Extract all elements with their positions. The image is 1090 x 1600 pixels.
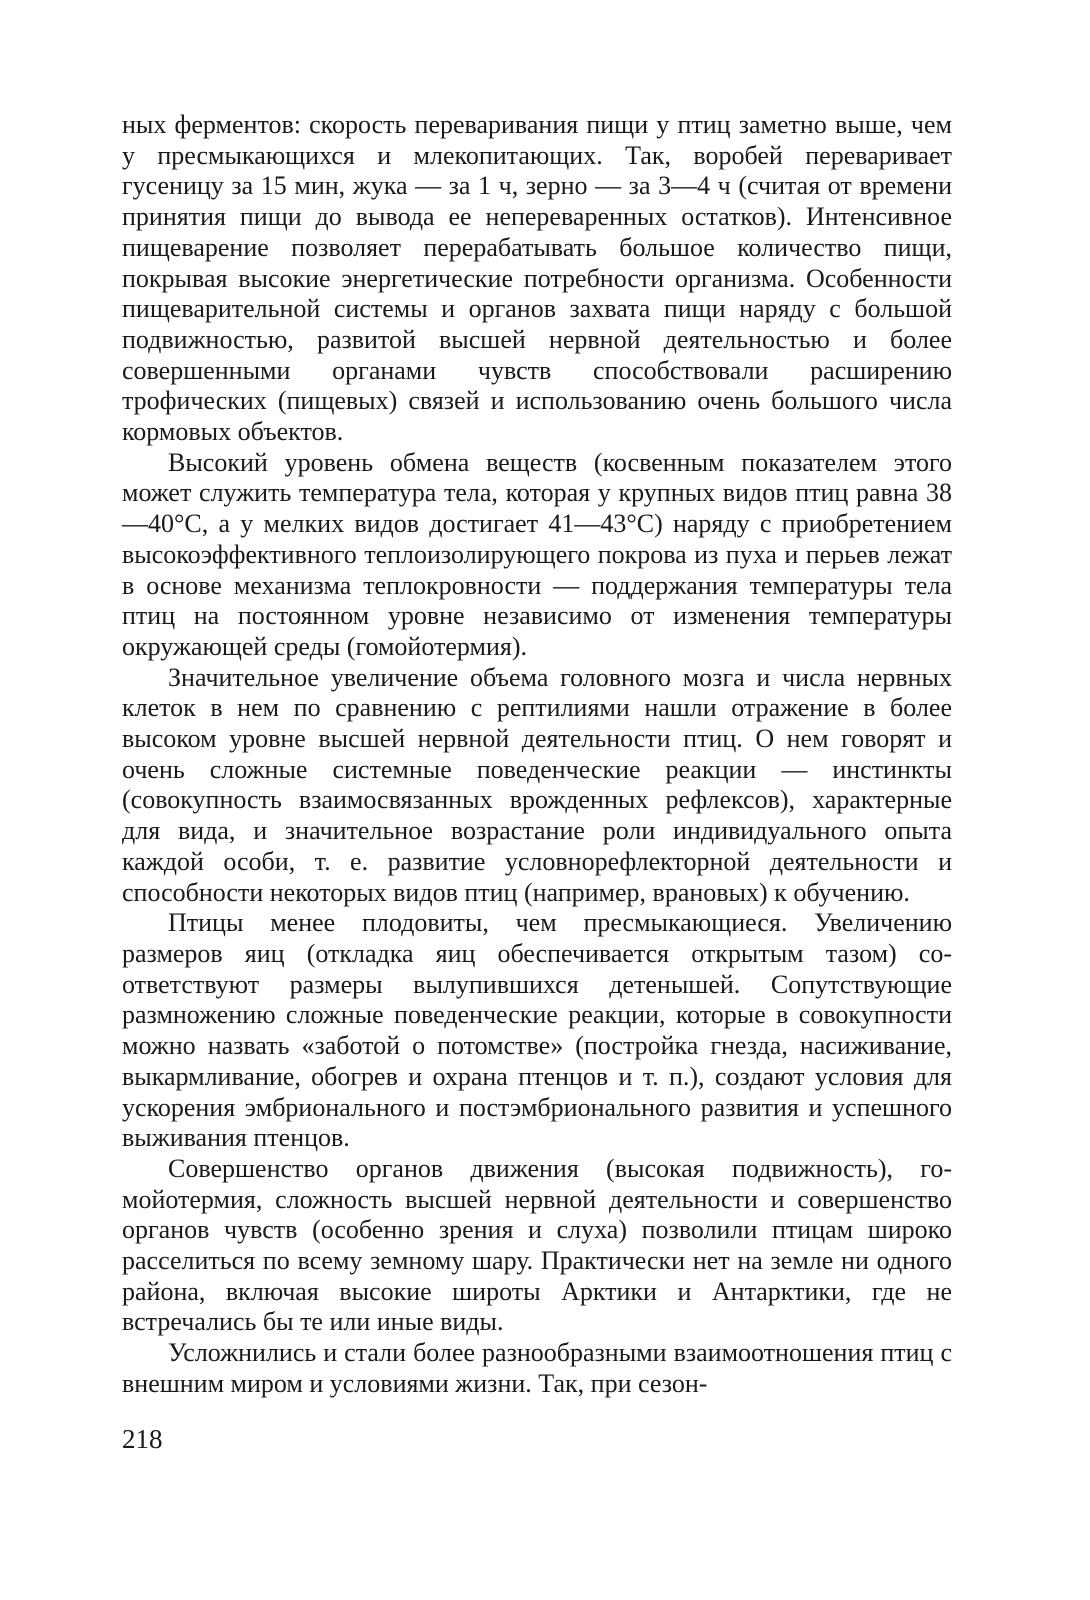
page-number: 218 <box>122 1424 163 1454</box>
paragraph-metabolism: Высокий уровень обмена веществ (косвенным показателем этого может служить температура тела, которая у крупных видов птиц равна 38—40°С, а у мелких видов достигает 41—43°С) наряду с приобретением высокоэффективного теплоизолирующего покрова из пуха и перьев лежат в основе механизма теплокровности — поддержания температуры тела птиц на постоянном уровне независимо от изменения температуры окружающей среды (гомойотермия). <box>122 447 952 661</box>
paragraph-relationships: Усложнились и стали более разнообразными взаимоотношения птиц с внешним миром и условиями жизни. Так, при сезон- <box>122 1338 952 1398</box>
paragraph-reproduction: Птицы менее плодовиты, чем пресмыкающиеся. Увеличению размеров яиц (откладка яиц обеспечивается открытым тазом) соответствуют размеры вылупившихся детенышей. Сопутствующие размножению сложные поведенческие реакции, которые в совокупности можно назвать «заботой о потомстве» (постройка гнезда, насиживание, выкармливание, обогрев и охрана птенцов и т. п.), создают условия для ускорения эмбрионального и постэмбрионального развития и успешного выживания птенцов. <box>122 908 952 1153</box>
paragraph-digestion: ных ферментов: скорость переваривания пищи у птиц заметно выше, чем у пресмыкающихся и млекопитающих. Так, воробей переваривает гусеницу за 15 мин, жука — за 1 ч, зерно — за 3—4 ч (считая от времени принятия пищи до вывода ее непереваренных остатков). Интенсивное пищеварение позволяет перерабатывать большое количество пищи, покрывая высокие энергетические потребности организма. Особенности пищеварительной системы и органов захвата пищи наряду с большой подвижностью, развитой высшей нервной деятельностью и более совершенными органами чувств способствовали расширению трофических (пищевых) связей и использованию очень большого числа кормовых объектов. <box>122 110 952 447</box>
page-body <box>122 110 952 1400</box>
paragraph-nervous-system: Значительное увеличение объема головного мозга и числа нервных клеток в нем по сравнению с рептилиями нашли отражение в более высоком уровне высшей нервной деятельности птиц. О нем говорят и очень сложные системные поведенческие реакции — инстинкты (совокупность взаимосвязанных врожденных рефлексов), характерные для вида, и значительное возрастание роли индивидуального опыта каждой особи, т. е. развитие условнорефлекторной деятельности и способности некоторых видов птиц (например, врановых) к обучению. <box>122 662 952 907</box>
paragraph-distribution: Совершенство органов движения (высокая подвижность), гомойотермия, сложность высшей нервной деятельности и совершенство органов чувств (особенно зрения и слуха) позволили птицам широко расселиться по всему земному шару. Практически нет на земле ни одного района, включая высокие широты Арктики и Антарктики, где не встречались бы те или иные виды. <box>122 1153 952 1337</box>
